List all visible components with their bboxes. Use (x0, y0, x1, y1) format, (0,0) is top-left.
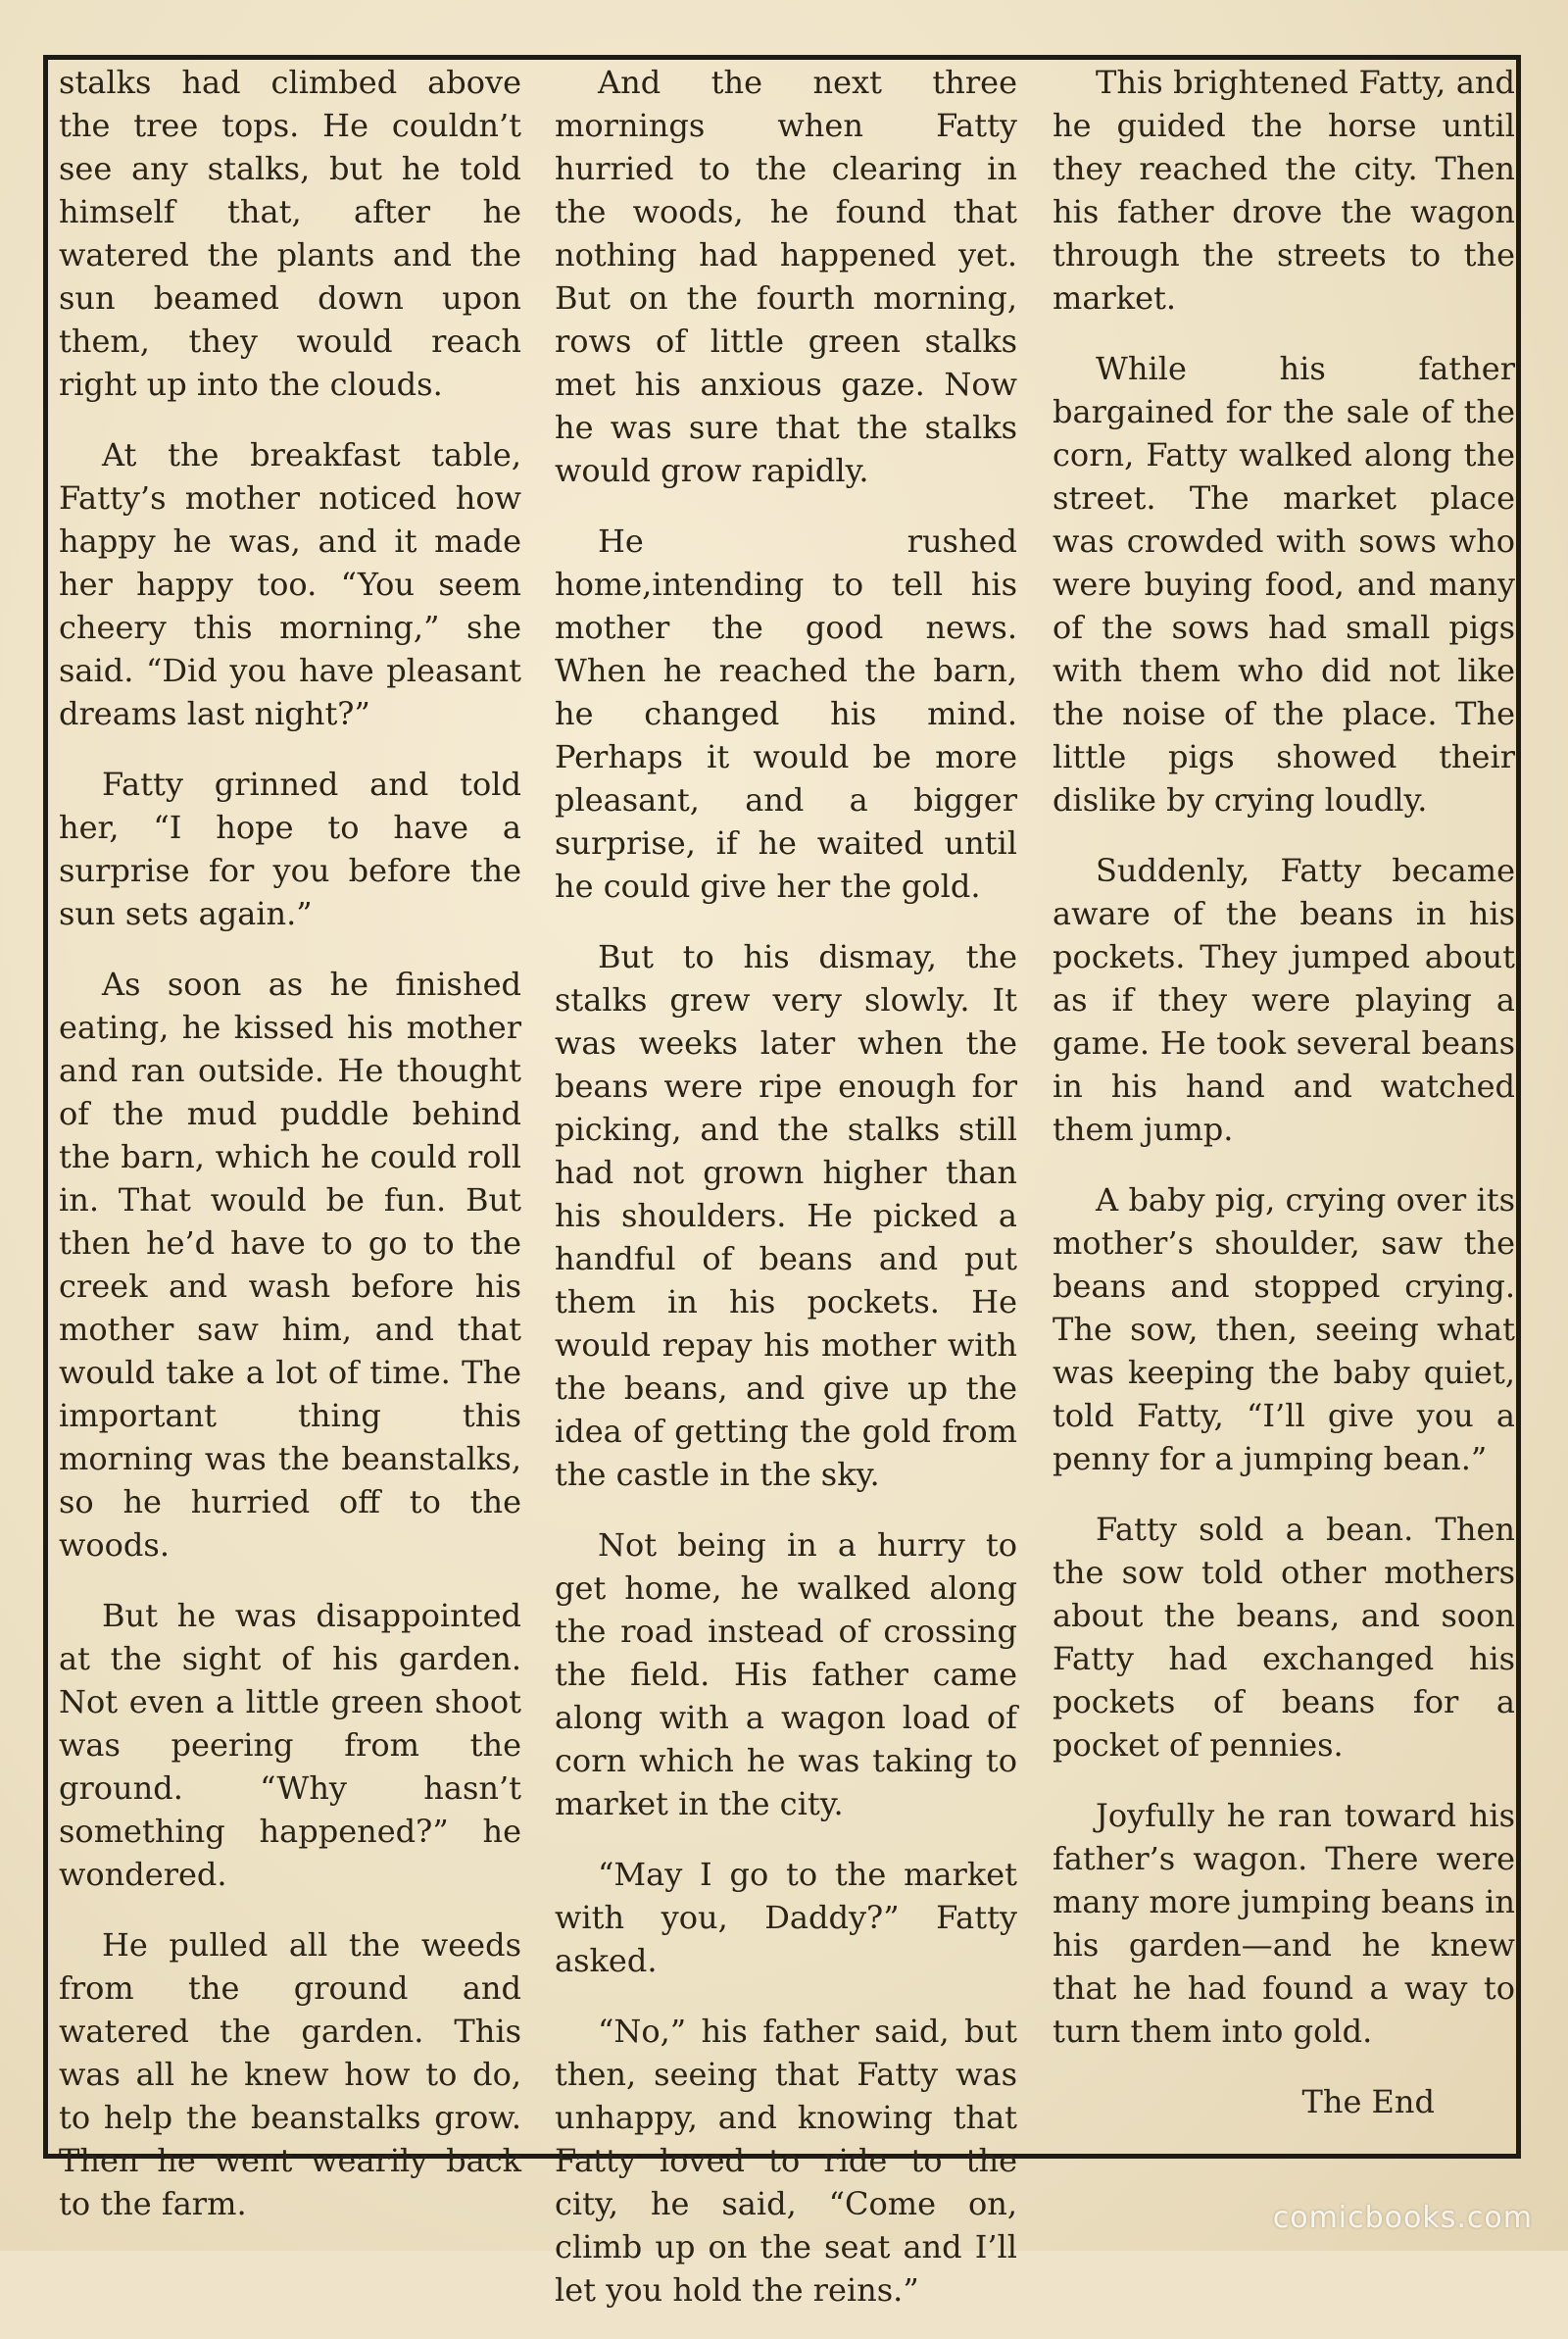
paragraph: He rushed home,intending to tell his mother the good news. When he reached the barn, he changed his mind. Perhaps it would be more pleasant, and a bigger surprise, if he waited until he could give her the gold. (555, 523, 1017, 905)
paragraph: Fatty grinned and told her, “I hope to have a surprise for you before the sun sets again.” (59, 766, 521, 932)
paragraph: Suddenly, Fatty became aware of the beans in his pockets. They jumped about as if they were playing a game. He took several beans in his hand and watched them jump. (1053, 852, 1515, 1148)
paragraph: “No,” his father said, but then, seeing that Fatty was unhappy, and knowing that Fatty loved to ride to the city, he said, “Come on, climb up on the seat and I’ll let you hold the reins.” (555, 2013, 1017, 2309)
text-column-3 (1053, 61, 1515, 2151)
site-watermark: comicbooks.com (1272, 2201, 1533, 2235)
paragraph: Fatty sold a bean. Then the sow told other mothers about the beans, and soon Fatty had exchanged his pockets of beans for a pocket of pennies. (1053, 1511, 1515, 1764)
paragraph: While his father bargained for the sale of the corn, Fatty walked along the street. The market place was crowded with sows who were buying food, and many of the sows had small pigs with them who did not like the noise of the place. The little pigs showed their dislike by crying loudly. (1053, 350, 1515, 819)
paragraph: A baby pig, crying over its mother’s shoulder, saw the beans and stopped crying. The sow, then, seeing what was keeping the baby quiet, told Fatty, “I’ll give you a penny for a jumping bean.” (1053, 1181, 1515, 1477)
paragraph: “May I go to the market with you, Daddy?” Fatty asked. (555, 1856, 1017, 1979)
paragraph: This brightened Fatty, and he guided the horse until they reached the city. Then his father drove the wagon through the streets to the market. (1053, 64, 1515, 317)
paragraph: He pulled all the weeds from the ground and watered the garden. This was all he knew how to do, to help the beanstalks grow. Then he went wearily back to the farm. (59, 1926, 521, 2222)
paragraph: But he was disappointed at the sight of his garden. Not even a little green shoot was peering from the ground. “Why hasn’t something happened?” he wondered. (59, 1597, 521, 1893)
paragraph: But to his dismay, the stalks grew very slowly. It was weeks later when the beans were ripe enough for picking, and the stalks still had not grown higher than his shoulders. He picked a handful of beans and put them in his pockets. He would repay his mother with the beans, and give up the idea of getting the gold from the castle in the sky. (555, 938, 1017, 1493)
text-column-1 (59, 61, 521, 2253)
paragraph: As soon as he finished eating, he kissed his mother and ran outside. He thought of the mud puddle behind the barn, which he could roll in. That would be fun. But then he’d have to go to the creek and wash before his mother saw him, and that would take a lot of time. The important thing this morning was the beanstalks, so he hurried off to the woods. (59, 966, 521, 1564)
paragraph: And the next three mornings when Fatty hurried to the clearing in the woods, he found that nothing had happened yet. But on the fourth morning, rows of little green stalks met his anxious gaze. Now he was sure that the stalks would grow rapidly. (555, 64, 1017, 489)
paragraph: stalks had climbed above the tree tops. He couldn’t see any stalks, but he told himself that, after he watered the plants and the sun beamed down upon them, they would reach right up into the clouds. (59, 64, 521, 403)
the-end-label: The End (1301, 2083, 1435, 2120)
paragraph: Joyfully he ran toward his father’s wagon. There were many more jumping beans in his garden—and he knew that he had found a way to turn them into gold. (1053, 1797, 1515, 2050)
text-column-2 (555, 61, 1017, 2339)
paragraph: Not being in a hurry to get home, he walked along the road instead of crossing the field. His father came along with a wagon load of corn which he was taking to market in the city. (555, 1526, 1017, 1822)
paragraph: At the breakfast table, Fatty’s mother noticed how happy he was, and it made her happy too. “You seem cheery this morning,” she said. “Did you have pleasant dreams last night?” (59, 436, 521, 732)
